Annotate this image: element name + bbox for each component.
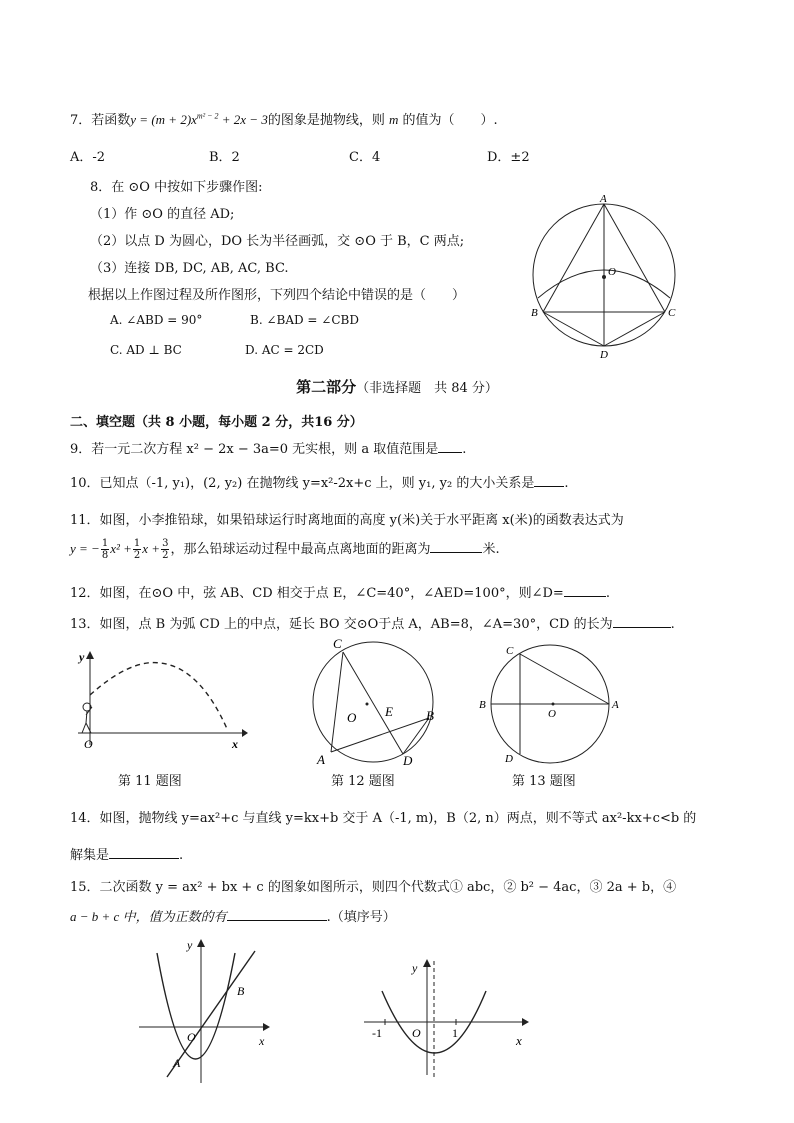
q8-circle-figure	[528, 192, 688, 362]
q8-line-db	[543, 312, 604, 346]
fig12-caption: 第 12 题图	[331, 774, 395, 789]
q8-step-2: （2）以点 D 为圆心，DO 长为半径画弧，交 ⊙O 于 B，C 两点;	[90, 234, 465, 249]
fig12-label-c: C	[333, 636, 342, 651]
fig11-label-o: O	[84, 737, 93, 751]
q8-line-dc	[604, 312, 665, 346]
fig13-caption: 第 13 题图	[512, 774, 576, 789]
fig15-label-1: 1	[452, 1026, 458, 1040]
q15-line2: a − b + c 中，值为正数的有 .（填序号）	[70, 909, 396, 925]
q7-option-c: C．4	[349, 150, 381, 165]
q15-answer-blank[interactable]	[227, 908, 327, 921]
q13-answer-blank[interactable]	[613, 615, 671, 628]
q13-text: 13．如图，点 B 为弧 CD 上的中点，延长 BO 交⊙O于点 A，AB=8，∠A=30°，CD 的长为 .	[70, 617, 675, 632]
fig14-label-o: O	[187, 1030, 196, 1044]
q8-label-a: A	[600, 193, 607, 205]
part2-title: 第二部分（非选择题 共 84 分）	[296, 378, 498, 396]
fig14-x-arrow-icon	[263, 1023, 270, 1031]
fig14-label-b: B	[237, 984, 245, 998]
q8-option-d: D. AC = 2CD	[245, 343, 324, 357]
fig12-circle	[313, 642, 433, 762]
fig12-label-o: O	[347, 710, 357, 725]
fig11-caption: 第 11 题图	[118, 774, 182, 789]
q7-option-a: A．-2	[70, 150, 106, 165]
q7-stem: 7．若函数$y = (m + 2)x^{m^2 - 2} + 2x - 3$的图象是抛物线，则 m 的值为（ ）.	[70, 111, 498, 128]
q8-line-ac	[604, 204, 665, 312]
fig14-label-y: y	[187, 938, 193, 952]
fig12-line-db	[403, 718, 429, 754]
q8-option-a: A. ∠ABD = 90°	[110, 313, 203, 327]
fig15-x-arrow-icon	[522, 1018, 529, 1026]
fig15-label-x: x	[516, 1033, 522, 1048]
q8-step-1: （1）作 ⊙O 的直径 AD;	[90, 207, 235, 222]
q8-option-c: C. AD ⊥ BC	[110, 343, 182, 357]
fig13-label-d: D	[505, 753, 513, 765]
q8-stem: 8．在 ⊙O 中按如下步骤作图:	[90, 180, 263, 195]
q8-option-b: B. ∠BAD = ∠CBD	[250, 313, 359, 327]
fig11-label-y: y	[79, 650, 85, 664]
fig15-graph-figure	[360, 955, 535, 1080]
fig12-center-dot	[366, 703, 369, 706]
q9-text: 9．若一元二次方程 x² − 2x − 3a=0 无实根，则 a 取值范围是 .	[70, 442, 467, 457]
fig13-center-dot	[552, 703, 555, 706]
q7-option-b: B．2	[209, 150, 240, 165]
fig12-label-b: B	[426, 708, 434, 723]
q12-text: 12．如图，在⊙O 中，弦 AB、CD 相交于点 E，∠C=40°，∠AED=100°，则∠D= .	[70, 586, 610, 601]
fig13-label-c: C	[506, 645, 514, 657]
fig11-y-arrow-icon	[86, 651, 94, 659]
fig14-graph-figure	[135, 935, 275, 1085]
fig15-y-arrow-icon	[423, 959, 431, 967]
fig13-circle-figure	[475, 640, 625, 766]
q7-option-d: D．±2	[487, 150, 530, 165]
q14-line1: 14．如图，抛物线 y=ax²+c 与直线 y=kx+b 交于 A（-1, m)，B（2, n）两点，则不等式 ax²-kx+c<b 的	[70, 811, 697, 826]
fig12-line-ca	[331, 652, 343, 752]
fig12-circle-figure	[305, 634, 445, 769]
fig13-line-ca	[520, 654, 609, 704]
q11-answer-blank[interactable]	[430, 540, 482, 553]
fig14-parabola	[157, 953, 235, 1059]
fig15-label-o: O	[412, 1026, 421, 1040]
q14-line2: 解集是 .	[70, 848, 184, 863]
fig11-parabola-figure	[70, 645, 250, 755]
fig13-label-o: O	[548, 708, 556, 720]
q8-label-o: O	[608, 266, 616, 278]
q15-line1: 15．二次函数 y = ax² + bx + c 的图象如图所示，则四个代数式① abc，② b² − 4ac，③ 2a + b，④	[70, 880, 677, 895]
q8-label-c: C	[668, 307, 676, 319]
fig11-x-arrow-icon	[242, 729, 248, 737]
q14-answer-blank[interactable]	[109, 846, 179, 859]
q8-step-3: （3）连接 DB, DC, AB, AC, BC.	[90, 261, 289, 276]
section2-heading: 二、填空题（共 8 小题，每小题 2 分，共16 分）	[70, 415, 363, 430]
q8-question: 根据以上作图过程及所作图形，下列四个结论中错误的是（ ）	[88, 288, 466, 303]
q8-label-d: D	[600, 349, 608, 361]
q11-formula-line: y = − $\frac{1}{8}$ x² + $\frac{1}{2}$ x + $\frac{3}{2}$ ，那么铅球运动过程中最高点离地面的距离为 米.	[70, 538, 500, 561]
fig13-label-a: A	[612, 699, 619, 711]
fig13-label-b: B	[479, 699, 486, 711]
fig11-trajectory	[90, 663, 228, 731]
q8-center-dot	[602, 275, 606, 279]
fig12-line-ab	[331, 718, 429, 752]
q11-line1: 11．如图，小李推铅球，如果铅球运行时离地面的高度 y(米)关于水平距离 x(米)的函数表达式为	[70, 513, 624, 528]
q10-answer-blank[interactable]	[534, 474, 564, 487]
q8-label-b: B	[531, 307, 538, 319]
fig14-label-x: x	[259, 1034, 265, 1048]
fig15-label-y: y	[412, 961, 418, 975]
q10-text: 10．已知点（-1, y₁)，(2, y₂) 在抛物线 y=x²-2x+c 上，则 y₁, y₂ 的大小关系是 .	[70, 476, 569, 491]
fig12-label-e: E	[385, 704, 393, 719]
q9-answer-blank[interactable]	[438, 440, 462, 453]
fig12-label-a: A	[317, 752, 325, 767]
q12-answer-blank[interactable]	[564, 584, 606, 597]
fig11-label-x: x	[232, 737, 238, 751]
fig12-line-cd	[343, 652, 403, 754]
fig14-label-a: A	[173, 1056, 181, 1070]
q8-line-ab	[543, 204, 604, 312]
fig12-label-d: D	[403, 753, 413, 768]
fig15-label-neg1: -1	[372, 1026, 382, 1040]
fig14-y-arrow-icon	[197, 939, 205, 947]
